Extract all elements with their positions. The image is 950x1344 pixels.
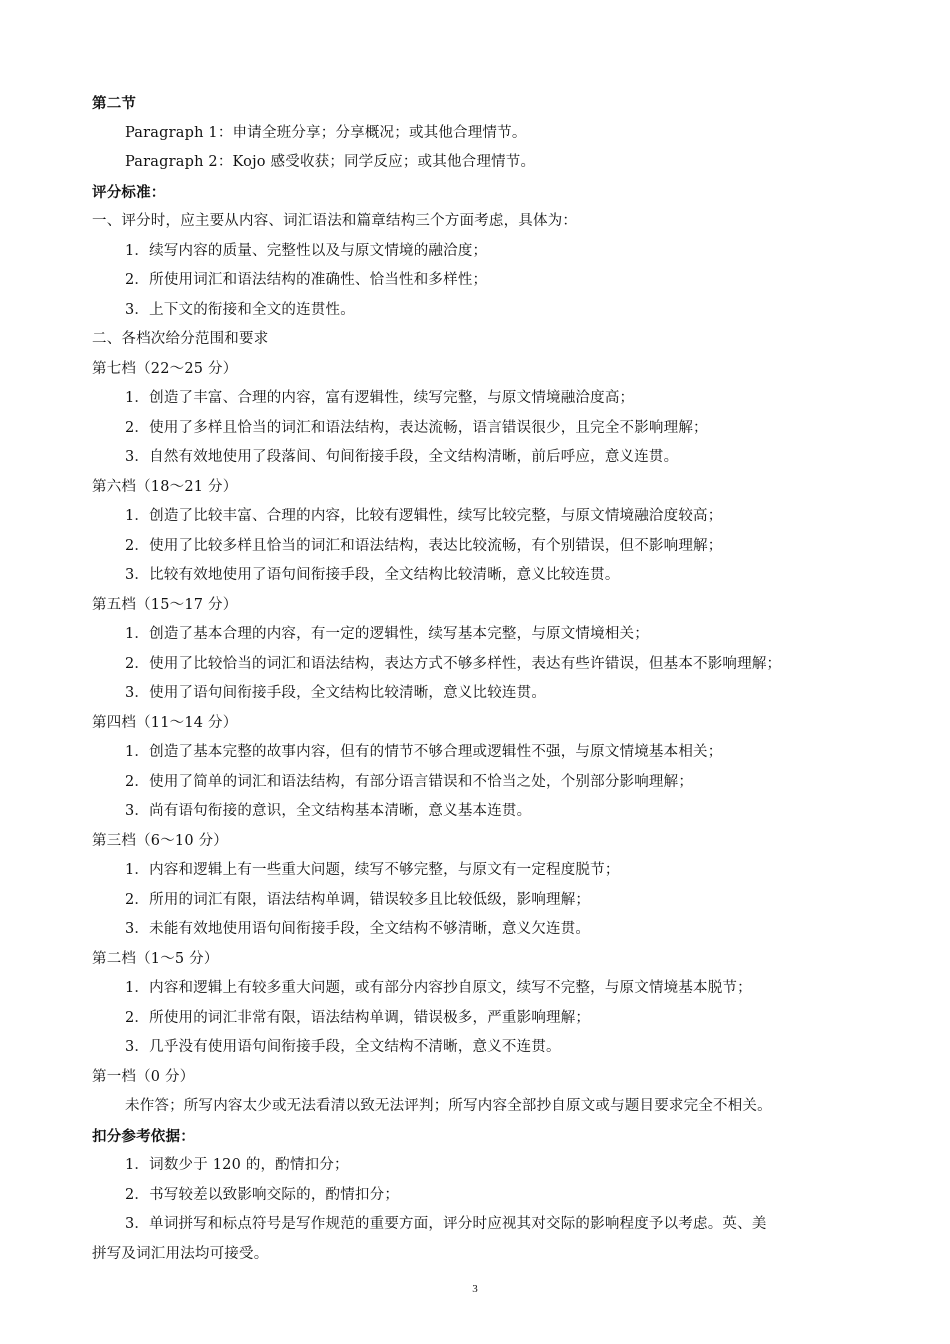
level-item: 2．使用了比较恰当的词汇和语法结构，表达方式不够多样性，表达有些许错误，但基本不影响理解； [125, 655, 782, 672]
level-item: 1．创造了基本合理的内容，有一定的逻辑性，续写基本完整，与原文情境相关； [125, 626, 649, 642]
level-item: 2．使用了多样且恰当的词汇和语法结构，表达流畅，语言错误很少，且完全不影响理解； [125, 419, 708, 436]
criteria-item: 3．上下文的衔接和全文的连贯性。 [125, 301, 355, 318]
section-heading: 第二节 [92, 95, 137, 112]
level-title: 第六档（18～21 分） [92, 478, 238, 495]
level-item: 3．比较有效地使用了语句间衔接手段，全文结构比较清晰，意义比较连贯。 [125, 567, 620, 583]
level-title: 第七档（22～25 分） [92, 360, 238, 377]
level-item: 3．使用了语句间衔接手段，全文结构比较清晰，意义比较连贯。 [125, 685, 547, 701]
level-item: 3．自然有效地使用了段落间、句间衔接手段，全文结构清晰，前后呼应，意义连贯。 [125, 449, 679, 465]
criteria-intro: 一、评分时，应主要从内容、词汇语法和篇章结构三个方面考虑，具体为： [92, 213, 578, 229]
criteria-heading: 评分标准： [92, 183, 166, 201]
deduction-item: 3．单词拼写和标点符号是写作规范的重要方面，评分时应视其对交际的影响程度予以考虑。英、美 [125, 1216, 767, 1232]
deduction-item: 2．书写较差以致影响交际的，酌情扣分； [125, 1186, 400, 1203]
level-item: 2．所用的词汇有限，语法结构单调，错误较多且比较低级，影响理解； [125, 891, 591, 908]
level-item: 1．创造了比较丰富、合理的内容，比较有逻辑性，续写比较完整，与原文情境融洽度较高； [125, 508, 723, 524]
level-title: 第五档（15～17 分） [92, 596, 238, 613]
criteria-item: 2．所使用词汇和语法结构的准确性、恰当性和多样性； [125, 272, 488, 288]
level-title: 第三档（6～10 分） [92, 832, 228, 849]
level-item: 2．使用了简单的词汇和语法结构，有部分语言错误和不恰当之处，个别部分影响理解； [125, 773, 694, 790]
deductions-heading: 扣分参考依据： [92, 1127, 195, 1145]
criteria-item: 1．续写内容的质量、完整性以及与原文情境的融洽度； [125, 242, 488, 259]
deduction-item: 1．词数少于 120 的，酌情扣分； [125, 1157, 349, 1173]
level-item: 1．内容和逻辑上有较多重大问题，或有部分内容抄自原文，续写不完整，与原文情境基本脱节； [125, 980, 752, 996]
level-item: 3．尚有语句衔接的意识，全文结构基本清晰，意义基本连贯。 [125, 803, 532, 819]
level-item: 3．几乎没有使用语句间衔接手段，全文结构不清晰，意义不连贯。 [125, 1039, 561, 1055]
document-body [92, 89, 872, 1269]
level-title: 第一档（0 分） [92, 1068, 195, 1085]
paragraph-1-guide: Paragraph 1：申请全班分享；分享概况；或其他合理情节。 [125, 124, 527, 141]
level-item: 1．内容和逻辑上有一些重大问题，续写不够完整，与原文有一定程度脱节； [125, 862, 620, 878]
level-item: 1．创造了丰富、合理的内容，富有逻辑性，续写完整，与原文情境融洽度高； [125, 390, 635, 406]
level-item: 2．所使用的词汇非常有限，语法结构单调，错误极多，严重影响理解； [125, 1009, 591, 1026]
level-item: 未作答；所写内容太少或无法看清以致无法评判；所写内容全部抄自原文或与题目要求完全不相关。 [125, 1098, 772, 1114]
levels-intro: 二、各档次给分范围和要求 [92, 331, 269, 347]
level-title: 第四档（11～14 分） [92, 714, 238, 731]
page-number: 3 [472, 1283, 478, 1295]
paragraph-2-guide: Paragraph 2：Kojo 感受收获；同学反应；或其他合理情节。 [125, 154, 536, 170]
deduction-item-continuation: 拼写及词汇用法均可接受。 [92, 1245, 269, 1262]
level-item: 1．创造了基本完整的故事内容，但有的情节不够合理或逻辑性不强，与原文情境基本相关； [125, 744, 723, 760]
level-item: 3．未能有效地使用语句间衔接手段，全文结构不够清晰，意义欠连贯。 [125, 921, 591, 937]
level-title: 第二档（1～5 分） [92, 950, 219, 967]
level-item: 2．使用了比较多样且恰当的词汇和语法结构，表达比较流畅，有个别错误，但不影响理解； [125, 537, 723, 554]
